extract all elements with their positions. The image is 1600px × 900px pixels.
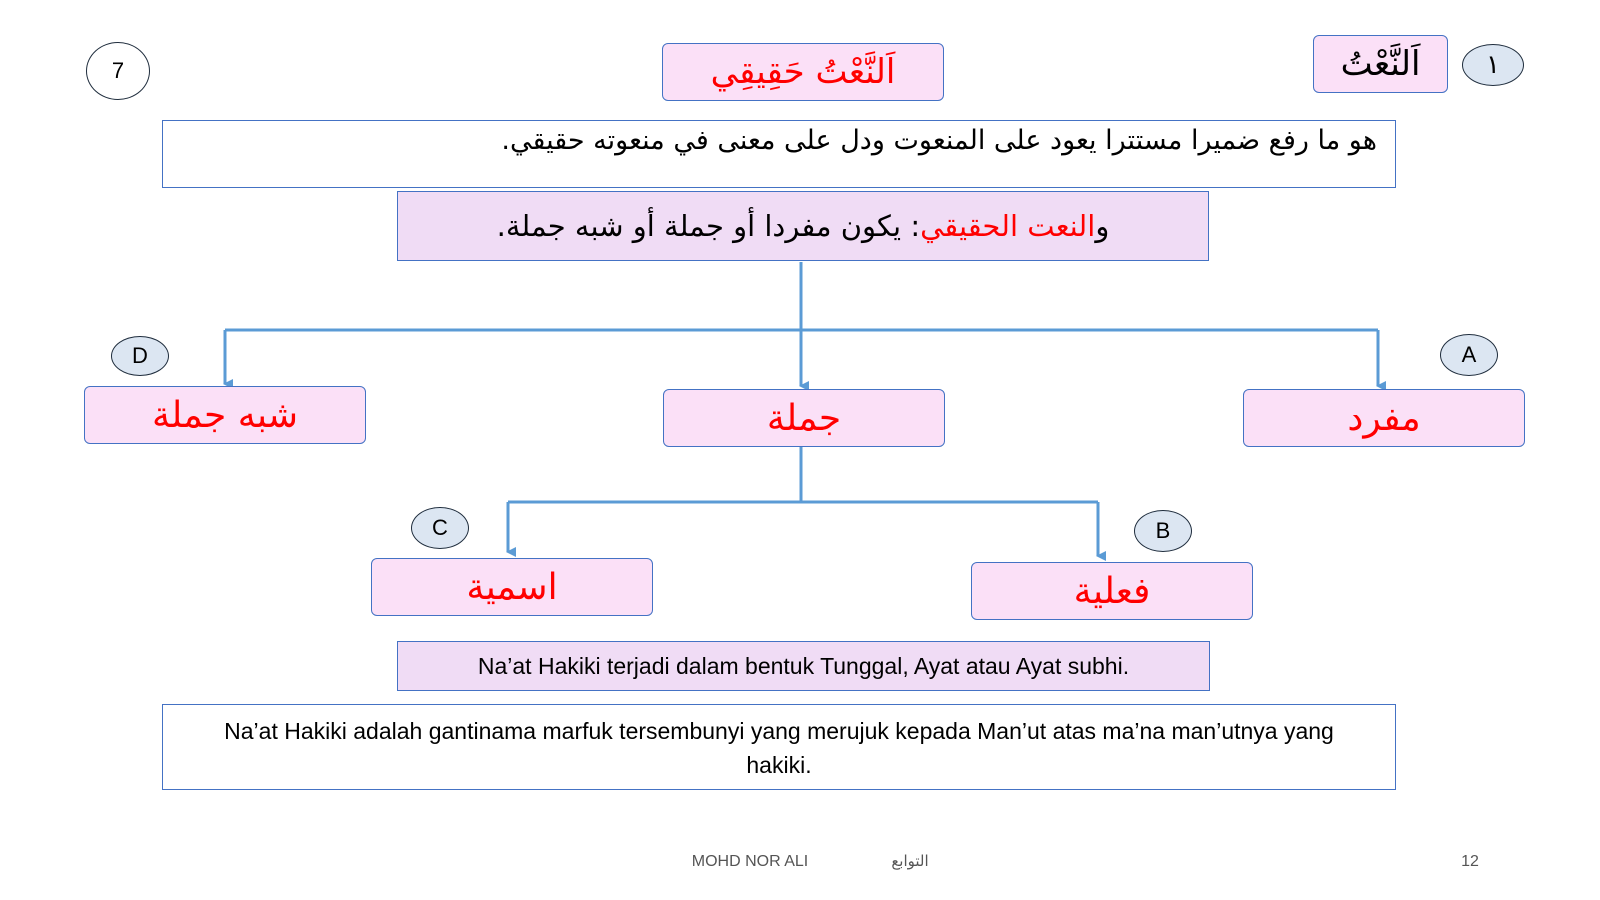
tag-a-oval: A (1440, 334, 1498, 376)
types-line (397, 191, 1209, 261)
footer-author: MOHD NOR ALI (691, 853, 809, 870)
tag-c-oval: C (411, 507, 469, 549)
footer-topic: التوابع (891, 852, 929, 870)
section-number-oval: ١ (1462, 44, 1524, 86)
node-filiyya: فعلية (971, 562, 1253, 620)
note-malay-2: Na’at Hakiki adalah gantinama marfuk tersembunyi yang merujuk kepada Man’ut atas ma’na man’utnya yang hakiki. (162, 704, 1396, 790)
tag-d-oval: D (111, 336, 169, 376)
node-ismiyya: اسمية (371, 558, 653, 616)
types-line-highlight: النعت الحقيقي (920, 209, 1096, 243)
slide-number-badge: 7 (86, 42, 150, 100)
definition-arabic: هو ما رفع ضميرا مستترا يعود على المنعوت ودل على معنى في منعوته حقيقي. (162, 120, 1396, 188)
types-line-rest: : يكون مفردا أو جملة أو شبه جملة. (496, 209, 921, 243)
node-mufrad: مفرد (1243, 389, 1525, 447)
tag-b-oval: B (1134, 510, 1192, 552)
main-title: اَلنَّعْتُ حَقِيقِي (662, 43, 944, 101)
footer-page-number: 12 (1461, 853, 1479, 870)
section-title: اَلنَّعْتُ (1313, 35, 1448, 93)
types-line-prefix: و (1095, 209, 1110, 243)
node-shibh-jumla: شبه جملة (84, 386, 366, 444)
node-jumla: جملة (663, 389, 945, 447)
note-malay-1: Na’at Hakiki terjadi dalam bentuk Tunggal, Ayat atau Ayat subhi. (397, 641, 1210, 691)
